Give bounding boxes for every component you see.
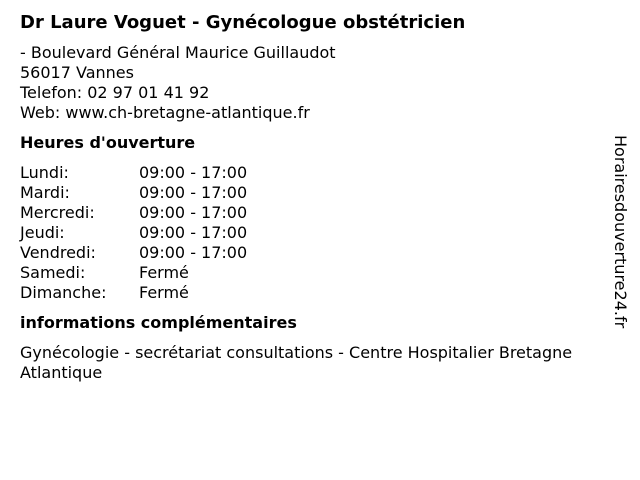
time-value: 09:00 - 17:00 [139, 183, 248, 202]
day-label: Samedi: [20, 263, 86, 282]
info-heading: informations complémentaires [20, 313, 297, 332]
hours-row-wednesday [20, 203, 610, 223]
site-watermark: Horairesdouverture24.fr [611, 135, 630, 329]
day-label: Mercredi: [20, 203, 95, 222]
day-label: Mardi: [20, 183, 70, 202]
time-value: Fermé [139, 283, 189, 302]
hours-row-thursday [20, 223, 610, 243]
time-value: 09:00 - 17:00 [139, 203, 248, 222]
website: Web: www.ch-bretagne-atlantique.fr [20, 103, 310, 122]
day-label: Dimanche: [20, 283, 107, 302]
hours-row-tuesday [20, 183, 610, 203]
listing-content [20, 10, 610, 383]
time-value: Fermé [139, 263, 189, 282]
time-value: 09:00 - 17:00 [139, 223, 248, 242]
phone-number: Telefon: 02 97 01 41 92 [20, 83, 210, 102]
street-address: - Boulevard Général Maurice Guillaudot [20, 43, 336, 62]
day-label: Lundi: [20, 163, 69, 182]
hours-row-monday [20, 163, 610, 183]
opening-hours-table [20, 163, 610, 303]
hours-row-friday [20, 243, 610, 263]
page-title: Dr Laure Voguet - Gynécologue obstétricien [20, 12, 466, 33]
time-value: 09:00 - 17:00 [139, 243, 248, 262]
address-block [20, 43, 610, 123]
day-label: Jeudi: [20, 223, 65, 242]
time-value: 09:00 - 17:00 [139, 163, 248, 182]
hours-heading: Heures d'ouverture [20, 133, 196, 152]
info-text: Gynécologie - secrétariat consultations - Centre Hospitalier Bretagne Atlantique [20, 343, 573, 382]
city: 56017 Vannes [20, 63, 134, 82]
hours-row-saturday [20, 263, 610, 283]
hours-row-sunday [20, 283, 610, 303]
day-label: Vendredi: [20, 243, 96, 262]
